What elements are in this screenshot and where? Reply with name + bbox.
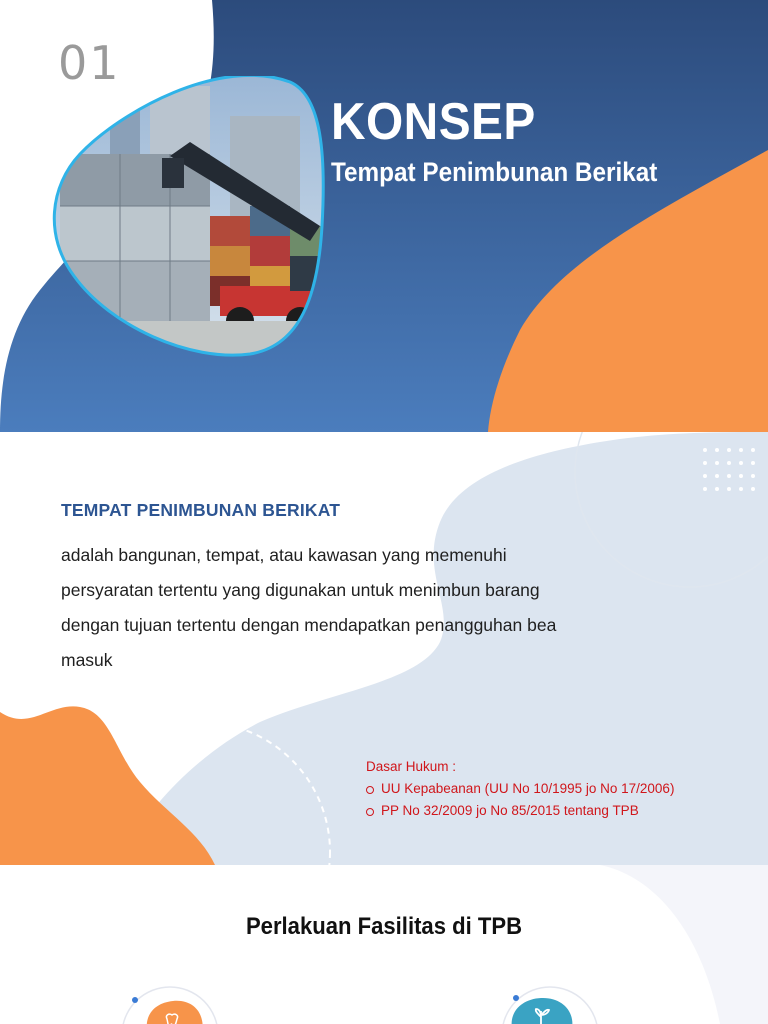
legal-basis-label: Dasar Hukum :	[366, 759, 457, 774]
slide-number: 01	[58, 36, 121, 90]
definition-text: adalah bangunan, tempat, atau kawasan yang memenuhi persyaratan tertentu yang digunakan untuk menimbun barang dengan tujuan tertentu dengan mendapatkan penangguhan bea masuk	[61, 545, 557, 670]
legal-item-text: PP No 32/2009 jo No 85/2015 tentang TPB	[381, 803, 639, 818]
list-item	[366, 800, 674, 822]
tooth-icon	[138, 995, 208, 1024]
container-port-photo	[50, 76, 326, 358]
white-blob-shape	[0, 865, 720, 1024]
definition-heading: TEMPAT PENIMBUNAN BERIKAT	[61, 500, 341, 520]
slide-definisi	[0, 432, 768, 865]
circle-bullet-icon	[366, 786, 374, 794]
slide-perlakuan-fasilitas	[0, 865, 768, 1024]
slide-subtitle: Tempat Penimbunan Berikat	[331, 157, 658, 187]
section-title: Perlakuan Fasilitas di TPB	[245, 913, 523, 940]
leaf-icon	[505, 993, 577, 1024]
legal-item-text: UU Kepabeanan (UU No 10/1995 jo No 17/2006)	[381, 781, 675, 796]
circle-bullet-icon	[366, 808, 374, 816]
legal-basis	[366, 756, 674, 822]
slide3-background	[0, 865, 768, 1024]
list-item	[366, 778, 674, 800]
slide-title: KONSEP	[331, 93, 536, 151]
slide-konsep	[0, 0, 768, 432]
legal-basis-list	[366, 778, 674, 822]
